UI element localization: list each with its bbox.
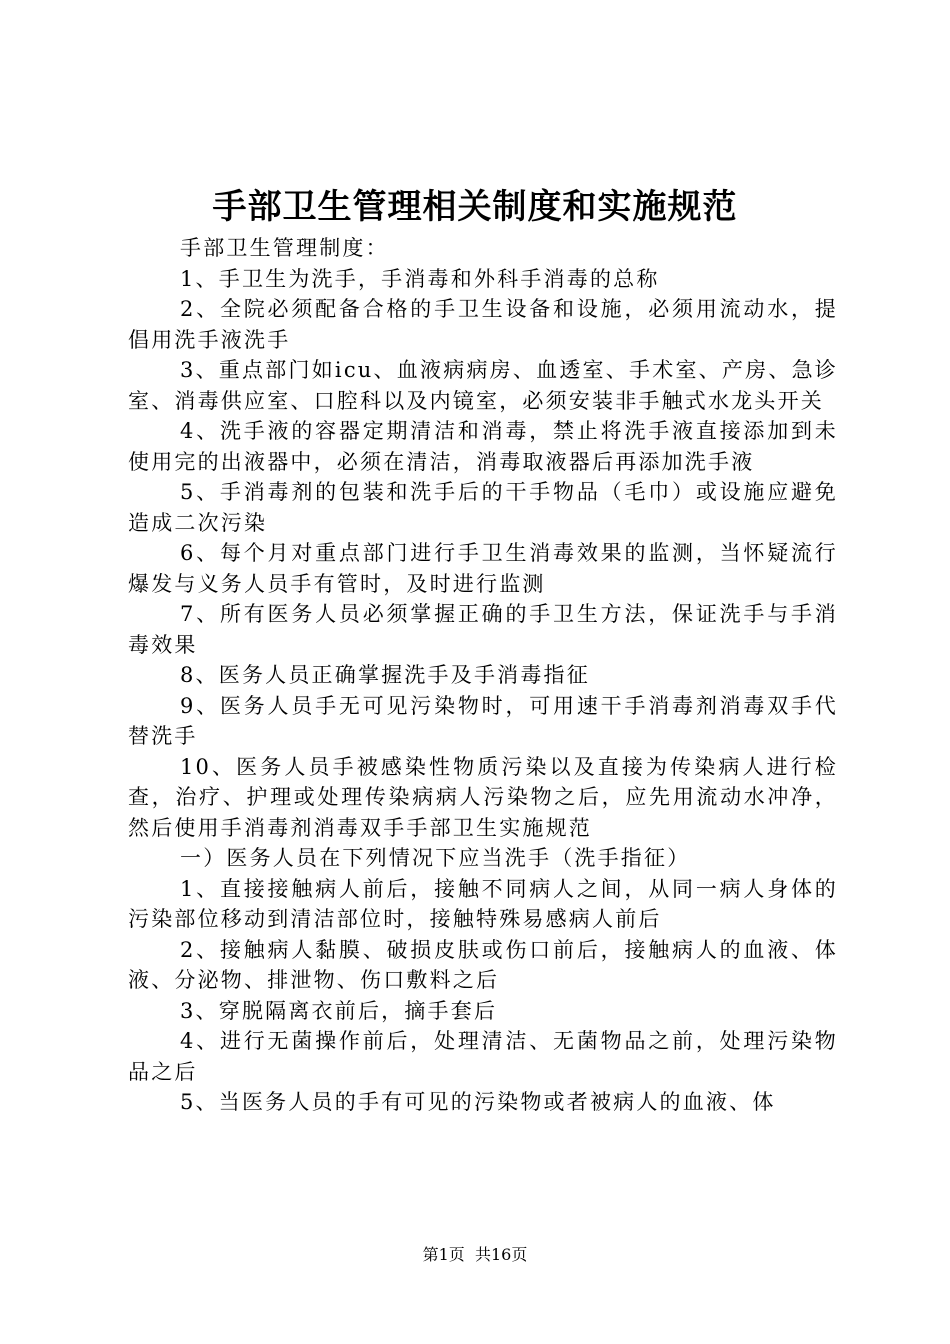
paragraph: 9、医务人员手无可见污染物时，可用速干手消毒剂消毒双手代替洗手 bbox=[128, 693, 838, 748]
document-title: 手部卫生管理相关制度和实施规范 bbox=[212, 187, 738, 227]
paragraph: 3、重点部门如icu、血液病病房、血透室、手术室、产房、急诊室、消毒供应室、口腔科以及内镜室，必须安装非手触式水龙头开关 bbox=[128, 358, 838, 413]
footer-separator bbox=[465, 1245, 475, 1264]
paragraph: 1、手卫生为洗手，手消毒和外科手消毒的总称 bbox=[180, 266, 660, 291]
page-footer bbox=[0, 1243, 950, 1267]
paragraph: 3、穿脱隔离衣前后，摘手套后 bbox=[180, 998, 498, 1023]
paragraph: 4、进行无菌操作前后，处理清洁、无菌物品之前，处理污染物品之后 bbox=[128, 1029, 838, 1084]
paragraph: 4、洗手液的容器定期清洁和消毒，禁止将洗手液直接添加到未使用完的出液器中，必须在清洁，消毒取液器后再添加洗手液 bbox=[128, 419, 838, 474]
paragraph: 一）医务人员在下列情况下应当洗手（洗手指征） bbox=[180, 846, 691, 870]
document-body bbox=[128, 233, 838, 1118]
page-number: 第1页 bbox=[422, 1245, 465, 1264]
paragraph: 8、医务人员正确掌握洗手及手消毒指征 bbox=[180, 663, 590, 687]
paragraph: 2、全院必须配备合格的手卫生设备和设施，必须用流动水，提倡用洗手液洗手 bbox=[128, 297, 838, 352]
paragraph: 2、接触病人黏膜、破损皮肤或伤口前后，接触病人的血液、体液、分泌物、排泄物、伤口敷料之后 bbox=[128, 937, 838, 992]
paragraph: 1、直接接触病人前后，接触不同病人之间，从同一病人身体的污染部位移动到清洁部位时，接触特殊易感病人前后 bbox=[128, 876, 838, 931]
page-total: 共16页 bbox=[474, 1245, 528, 1264]
paragraph: 5、当医务人员的手有可见的污染物或者被病人的血液、体 bbox=[180, 1090, 776, 1114]
paragraph: 10、医务人员手被感染性物质污染以及直接为传染病人进行检查，治疗、护理或处理传染病病人污染物之后，应先用流动水冲净，然后使用手消毒剂消毒双手手部卫生实施规范 bbox=[128, 754, 838, 840]
paragraph: 7、所有医务人员必须掌握正确的手卫生方法，保证洗手与手消毒效果 bbox=[128, 602, 838, 657]
paragraph: 5、手消毒剂的包装和洗手后的干手物品（毛巾）或设施应避免造成二次污染 bbox=[128, 480, 838, 535]
paragraph: 6、每个月对重点部门进行手卫生消毒效果的监测，当怀疑流行爆发与义务人员手有管时，及时进行监测 bbox=[128, 541, 838, 596]
paragraph: 手部卫生管理制度： bbox=[180, 236, 389, 260]
